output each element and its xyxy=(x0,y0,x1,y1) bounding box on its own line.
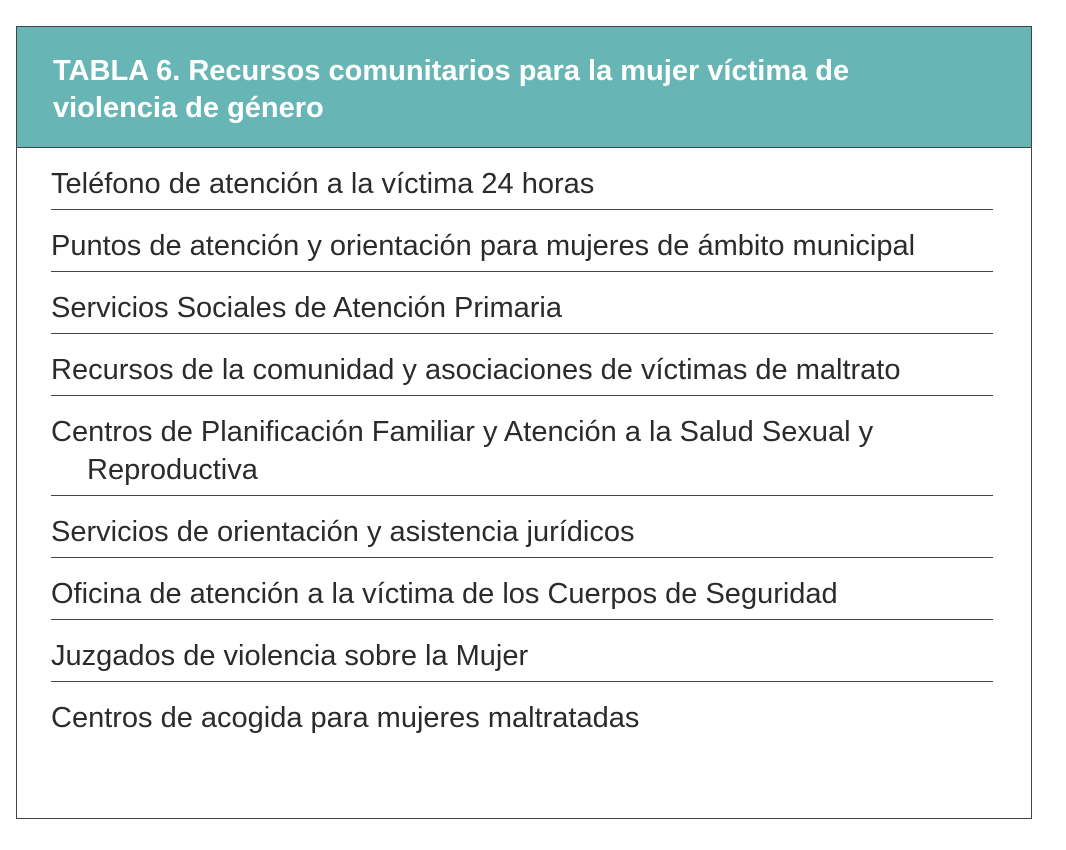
table-header xyxy=(17,27,1031,148)
table-row xyxy=(51,210,993,272)
row-text: Puntos de atención y orientación para mujeres de ámbito municipal xyxy=(51,230,916,262)
resources-table xyxy=(16,26,1032,819)
table-row xyxy=(51,558,993,620)
row-text: Juzgados de violencia sobre la Mujer xyxy=(51,640,529,672)
table-title: TABLA 6. Recursos comunitarios para la mujer víctima de violencia de género xyxy=(53,55,850,124)
table-row xyxy=(51,334,993,396)
row-text: Recursos de la comunidad y asociaciones de víctimas de maltrato xyxy=(51,354,901,386)
row-text: Centros de acogida para mujeres maltratadas xyxy=(51,702,640,734)
row-text: Oficina de atención a la víctima de los Cuerpos de Seguridad xyxy=(51,578,838,610)
table-row xyxy=(51,496,993,558)
table-row xyxy=(51,396,993,496)
table-row xyxy=(51,620,993,682)
table-row xyxy=(51,272,993,334)
table-body xyxy=(17,148,1031,743)
row-text: Centros de Planificación Familiar y Atención a la Salud Sexual y Reproductiva xyxy=(51,416,874,486)
row-text: Servicios de orientación y asistencia jurídicos xyxy=(51,516,635,548)
table-row xyxy=(51,148,993,210)
row-text: Servicios Sociales de Atención Primaria xyxy=(51,292,562,324)
table-row xyxy=(51,682,993,743)
row-text: Teléfono de atención a la víctima 24 horas xyxy=(51,168,595,200)
